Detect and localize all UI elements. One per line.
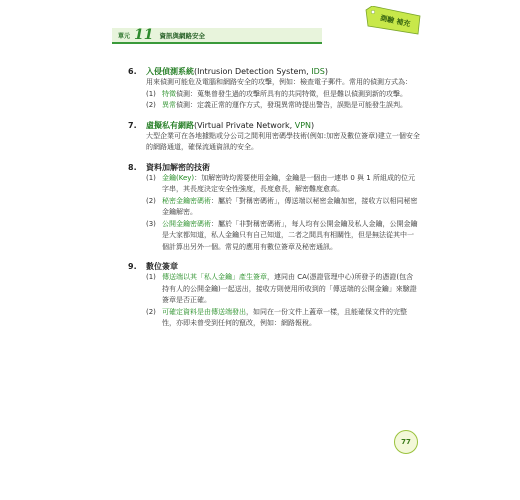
- section-number: 8.: [128, 162, 137, 172]
- section-paren: (Virtual Private Network,: [194, 120, 295, 130]
- list-item: [146, 173, 420, 196]
- item-key: 傳送端以其「私人金鑰」產生簽章: [162, 273, 267, 281]
- list-item: [146, 307, 420, 330]
- item-number: (2): [146, 307, 156, 316]
- item-text: ，連同由 CA(憑證管理中心)所發予的憑證(包含持有人的公開金鑰)一起送出，接收方則使用所收到的「傳送端的公開金鑰」來驗證簽章是否正確。: [162, 273, 417, 304]
- unit-number: 11: [134, 27, 154, 43]
- unit-label: 單元: [118, 32, 131, 40]
- section-ids: [128, 66, 420, 112]
- section-abbrev: IDS: [311, 67, 325, 76]
- item-text: 偵測：定義正常的運作方式，發現異常時提出警告，誤點是可能發生誤判。: [176, 101, 407, 109]
- item-text: ：屬於「非對稱密碼術」，每人均有公開金鑰及私人金鑰，公開金鑰是大家都知道，私人金鑰只有自己知道，二者之間具有相關性，但是無法從其中一個計算出另外一個。常見的應用有數位簽章及秘密通訊。: [162, 219, 418, 251]
- section-paren-close: ): [311, 120, 315, 130]
- page-number: 77: [394, 430, 418, 454]
- item-number: (1): [146, 173, 156, 182]
- section-paren-close: ): [324, 67, 329, 76]
- item-number: (2): [146, 196, 156, 205]
- section-number: 6.: [128, 67, 137, 76]
- item-key: 特徵: [162, 89, 176, 98]
- section-number: 9.: [128, 262, 137, 271]
- item-text: ：加解密時均需要使用金鑰，金鑰是一個由一連串 0 與 1 所組成的位元字串，其長度決定安全性強度，長度愈長，解密難度愈高。: [162, 173, 415, 193]
- section-abbrev: VPN: [294, 120, 312, 130]
- item-number: (1): [146, 89, 156, 98]
- content: [128, 66, 420, 338]
- section-intro: 大型企業可在各地據點或分公司之間利用密碼學技術(例如:加密及數位簽章)建立一個安全的網路通道，確保流通資訊的安全。: [146, 131, 420, 151]
- list-item: [146, 219, 420, 254]
- section-title: 虛擬私有網路: [146, 120, 194, 130]
- item-key: 金鑰(Key): [162, 173, 195, 182]
- item-key: 秘密金鑰密碼術: [162, 196, 211, 205]
- item-text: ，如同在一份文件上蓋章一樣，且能確保文件的完整性，亦即未曾受到任何的竄改，例如：網路報稅。: [162, 307, 407, 327]
- list-item: [146, 196, 420, 219]
- unit-header: [112, 28, 322, 44]
- item-number: (1): [146, 273, 156, 281]
- section-digital-signature: [128, 261, 420, 330]
- item-text: ：屬於「對稱密碼術」，傳送端以秘密金鑰加密，接收方以相同秘密金鑰解密。: [162, 196, 418, 216]
- section-number: 7.: [128, 120, 137, 130]
- tag-text: 測驗 補充: [379, 14, 411, 29]
- item-number: (3): [146, 219, 156, 228]
- list-item: [146, 100, 420, 112]
- list-item: [146, 89, 420, 101]
- section-vpn: [128, 120, 420, 154]
- item-key: 公開金鑰密碼術: [162, 219, 211, 228]
- item-text: 偵測：蒐集曾發生過的攻擊所具有的共同特徵，但是難以偵測到新的攻擊。: [176, 89, 407, 98]
- section-title: 數位簽章: [146, 262, 178, 271]
- unit-title: 資訊與網路安全: [159, 31, 205, 40]
- item-number: (2): [146, 101, 156, 109]
- section-encryption: [128, 162, 420, 254]
- section-title: 入侵偵測系統: [146, 67, 194, 76]
- item-key: 可確定資料是由傳送端發出: [162, 307, 246, 316]
- section-title: 資料加解密的技術: [146, 162, 210, 172]
- tag-icon: [364, 6, 424, 36]
- item-key: 異常: [162, 101, 176, 109]
- list-item: [146, 272, 420, 307]
- section-intro: 用來偵測可能危及電腦和網路安全的攻擊，例如：檢查電子郵件。常用的偵測方式為：: [146, 78, 412, 86]
- section-paren: (Intrusion Detection System,: [194, 67, 312, 76]
